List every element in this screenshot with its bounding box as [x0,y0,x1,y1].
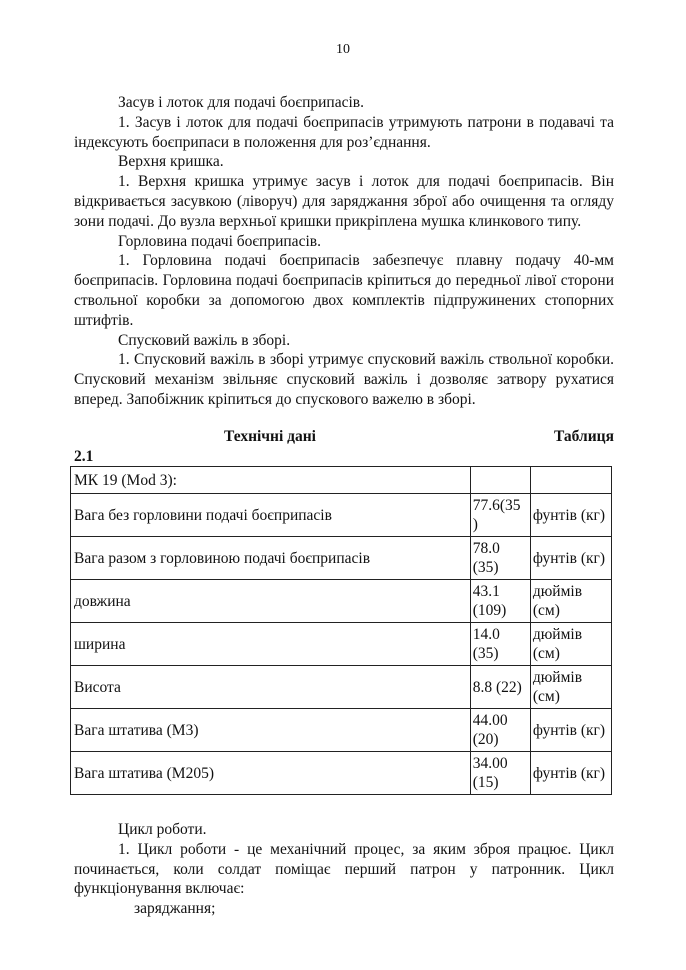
paragraph-cycle-of-operation: 1. Цикл роботи - це механічний процес, за яким зброя працює. Цикл починається, коли солдат поміщає перший патрон у патронник. Цикл функціонування включає: [74,840,614,898]
paragraph-feed-throat: 1. Горловина подачі боєприпасів забезпечує плавну подачу 40-мм боєприпасів. Горловина подачі боєприпасів кріпиться до передньої лівої сторони ствольної коробки за допомогою двох комплектів підпружинених стопорних штифтів. [74,252,614,329]
table-row [71,623,612,666]
heading-trigger-assembly: Спусковий важіль в зборі. [118,331,291,349]
heading-feed-slide: Засув і лоток для подачі боєприпасів. [118,94,364,111]
spec-name: Вага штатива (М205) [71,752,471,795]
spec-unit: дюймів (см) [530,666,611,709]
spec-value: 77.6(35 ) [470,494,530,537]
paragraph-trigger-assembly: 1. Спусковий важіль в зборі утримує спусковий важіль ствольної коробки. Спусковий механізм звільняє спусковий важіль і дозволяє затвору рухатися вперед. Запобіжник кріпиться до спускового важелю в зборі. [74,351,614,408]
table-header-empty-unit [530,467,611,494]
spec-value: 14.0 (35) [470,623,530,666]
section-text-components [74,93,614,410]
table-header-cell: МК 19 (Mod 3): [71,467,471,494]
spec-unit: дюймів (см) [530,580,611,623]
spec-name: ширина [71,623,471,666]
table-caption-number: 2.1 [74,448,94,465]
spec-name: Висота [71,666,471,709]
table-caption-label: Таблиця [553,428,614,445]
spec-name: Вага разом з горловиною подачі боєприпасів [71,537,471,580]
heading-top-cover: Верхня кришка. [118,153,224,171]
spec-unit: фунтів (кг) [530,752,611,795]
spec-value: 43.1 (109) [470,580,530,623]
table-row [71,752,612,795]
table-header-row [71,467,612,494]
spec-name: Вага без горловини подачі боєприпасів [71,494,471,537]
table-row [71,709,612,752]
paragraph-feed-slide: 1. Засув і лоток для подачі боєприпасів утримують патрони в подавачі та індексують боєприпаси в положення для роз’єднання. [74,113,614,151]
heading-feed-throat: Горловина подачі боєприпасів. [118,232,321,250]
page-number: 10 [336,42,350,57]
spec-unit: фунтів (кг) [530,494,611,537]
spec-value: 8.8 (22) [470,666,530,709]
spec-value: 44.00 (20) [470,709,530,752]
spec-value: 34.00 (15) [470,752,530,795]
spec-value: 78.0 (35) [470,537,530,580]
spec-name: Вага штатива (М3) [71,709,471,752]
list-item-loading: заряджання; [134,900,216,918]
table-row [71,580,612,623]
spec-name: довжина [71,580,471,623]
heading-cycle-of-operation: Цикл роботи. [118,821,207,838]
specifications-table [70,466,612,795]
section-text-cycle [74,820,614,919]
spec-unit: фунтів (кг) [530,709,611,752]
spec-unit: фунтів (кг) [530,537,611,580]
table-row [71,537,612,580]
table-row [71,666,612,709]
table-row [71,494,612,537]
table-caption-title: Технічні дані [224,428,316,445]
table-header-empty-value [470,467,530,494]
spec-unit: дюймів (см) [530,623,611,666]
paragraph-top-cover: 1. Верхня кришка утримує засув і лоток для подачі боєприпасів. Він відкривається засувкою (ліворуч) для заряджання зброї або очищення та огляду зони подачі. До вузла верхньої кришки прикріплена мушка клинкового типу. [74,173,614,230]
